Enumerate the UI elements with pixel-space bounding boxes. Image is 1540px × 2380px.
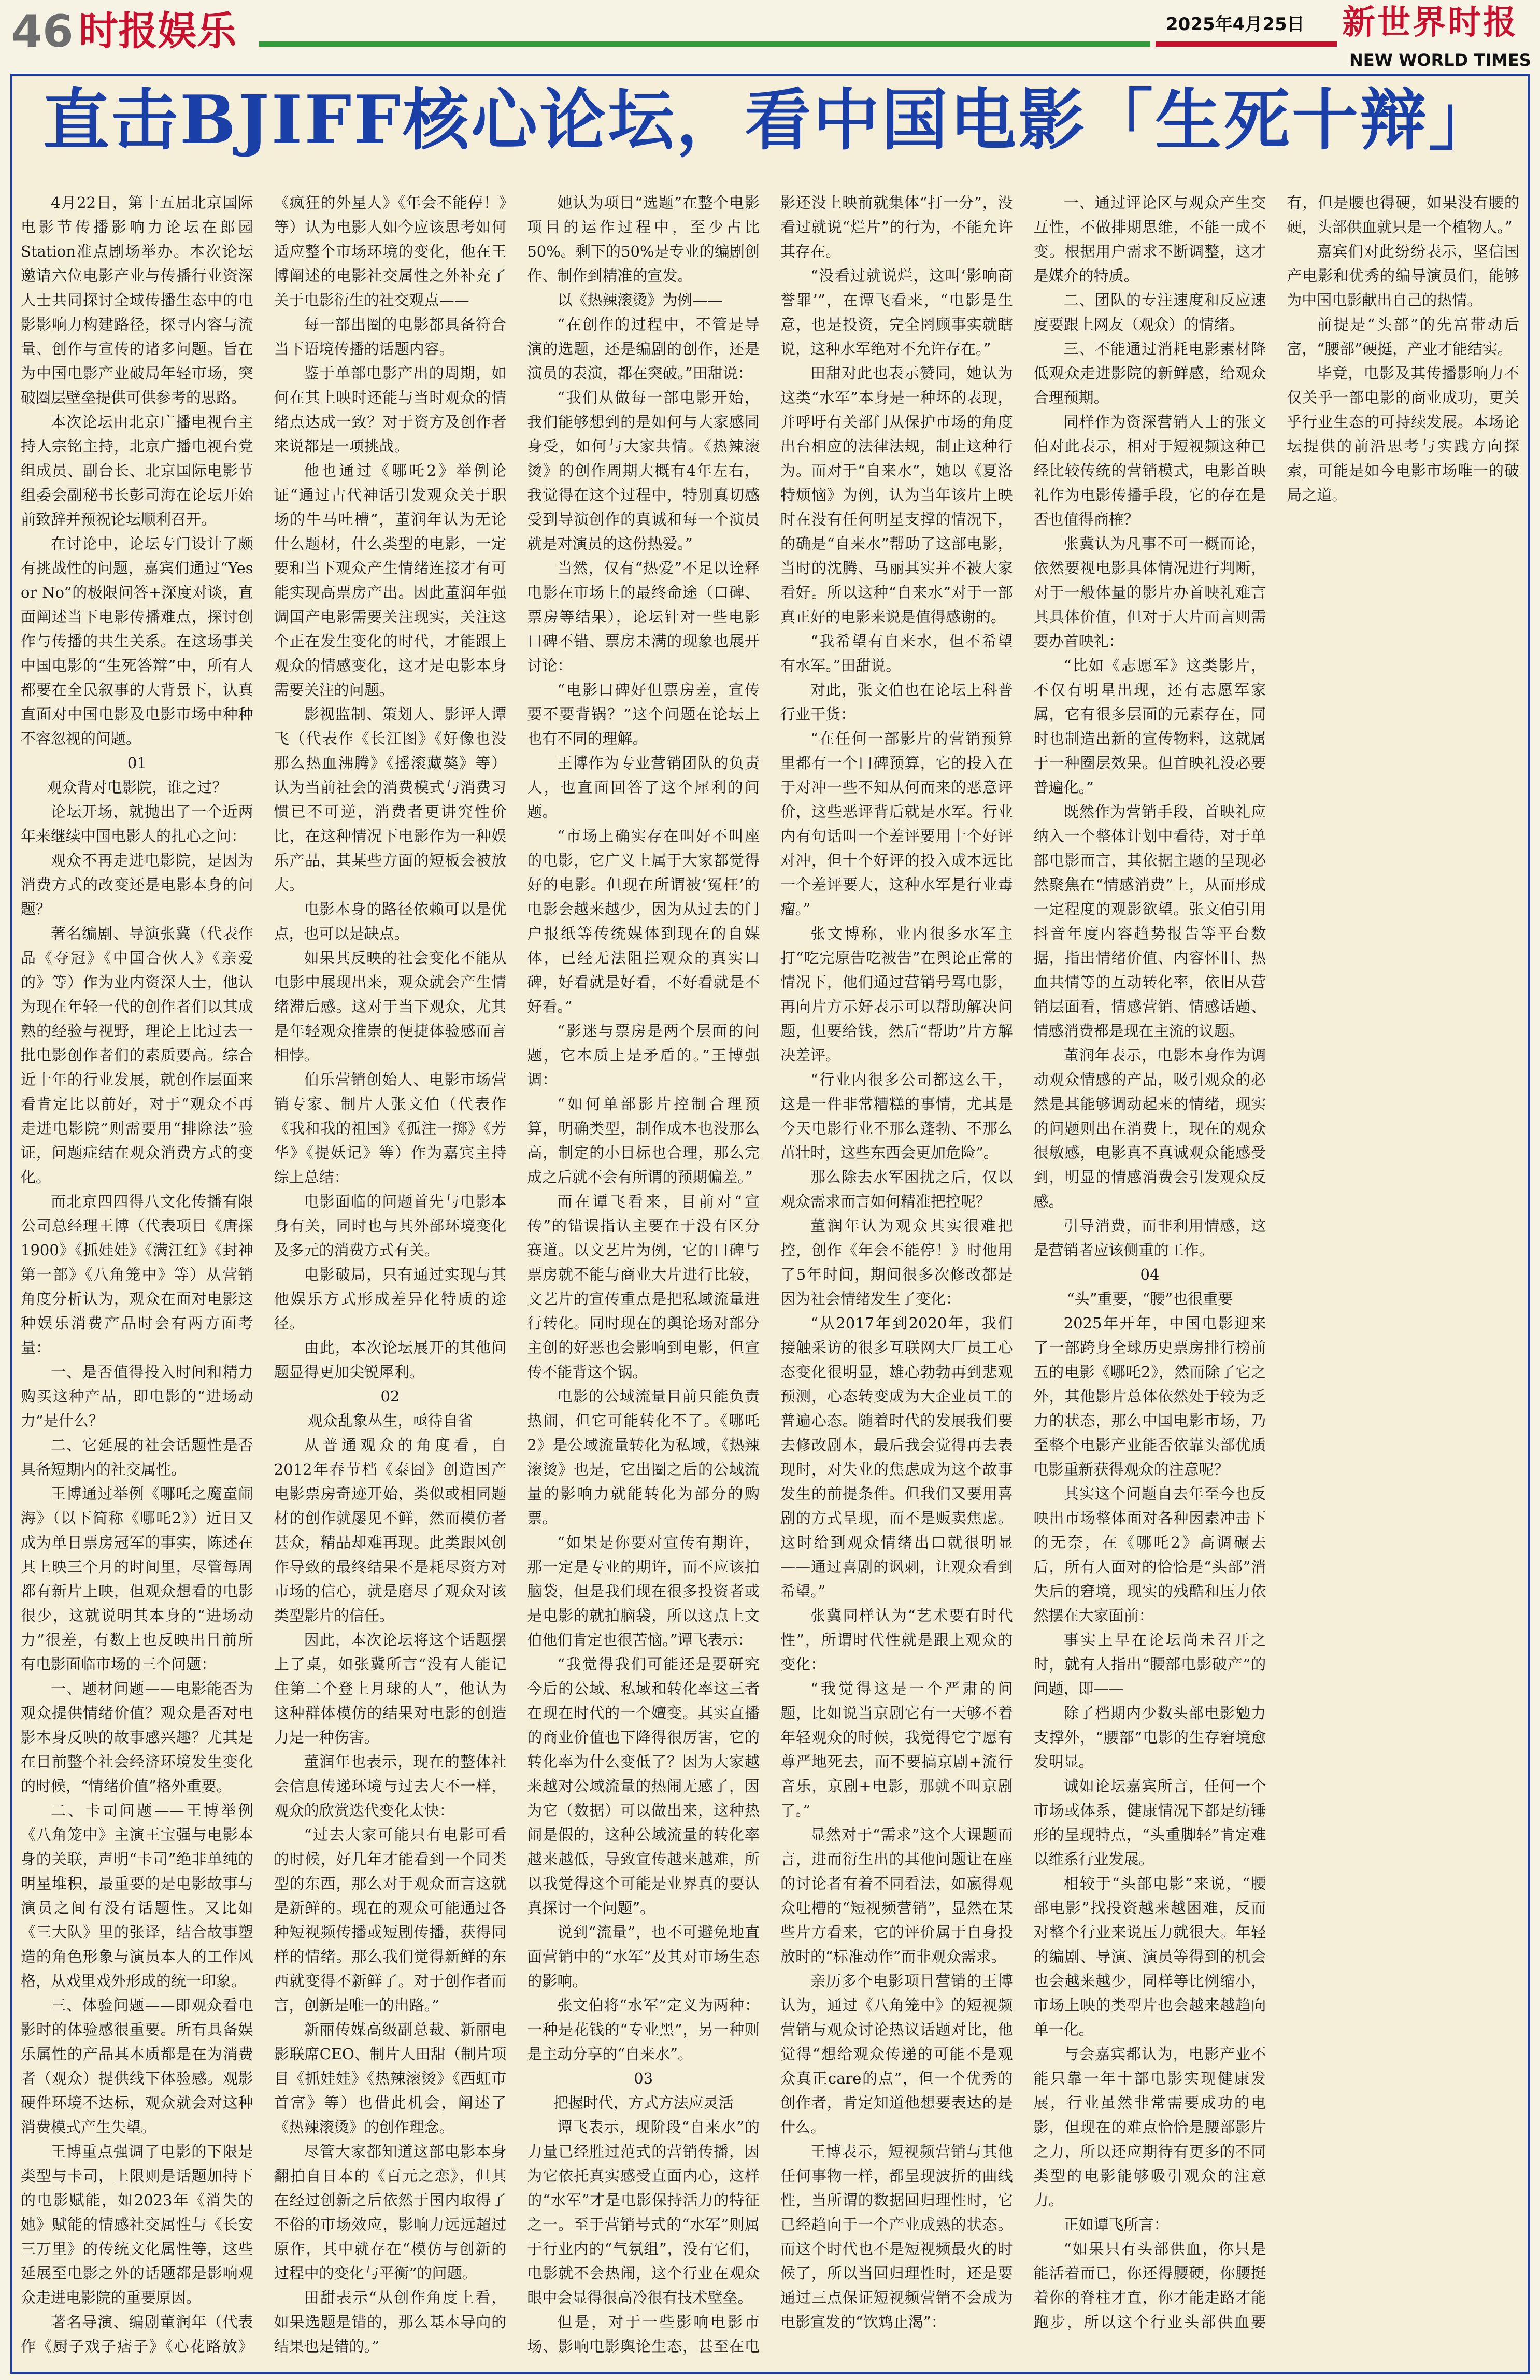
article-paragraph: 张冀同样认为“艺术要有时代性”，所谓时代性就是跟上观众的变化： (780, 1607, 1013, 1673)
section-heading: 观众背对电影院，谁之过？ (47, 778, 227, 796)
section-heading: “头”重要，“腰”也很重要 (1066, 1290, 1233, 1308)
article-paragraph: 同样作为资深营销人士的张文伯对此表示，相对于短视频这种已经比较传统的营销模式，电影首映礼作为电影传播手段，它的存在是否也值得商榷？ (1033, 413, 1266, 528)
article-paragraph: 著名编剧、导演张冀（代表作品《夺冠》《中国合伙人》《亲爱的》等）作为业内资深人士，他认为现在年轻一代的创作者们以其成熟的经验与视野，理论上比过去一批电影创作者们的素质要高。综合近十年的行业发展，就创作层面来看肯定比以前好，对于“观众不再走进电影院”则需要用“排除法”验证，问题症结在观众消费方式的变化。 (21, 925, 253, 1186)
article-paragraph: “如果只有头部供血，你只是能活着而已，你还得腰硬，你腰挺着你的脊柱才直，你才能走路才能跑步，所以这个行业头部供血要有，但是腰也得硬，如果没有腰的硬，头部供血就只是一个植物人。” (1033, 194, 1519, 2331)
article-title: 直击BJIFF核心论坛，看中国电影「生死十辩」 (42, 81, 1498, 159)
article-paragraph: 三、不能通过消耗电影素材降低观众走进影院的新鲜感，给观众合理预期。 (1033, 340, 1266, 406)
article-paragraph: “我觉得这是一个严肃的问题，比如说当京剧它有一天够不着年轻观众的时候，我觉得它宁愿有尊严地死去，而不要搞京剧+流行音乐，京剧+电影，那就不叫京剧了。” (780, 1680, 1013, 1819)
article-paragraph: 田甜对此也表示赞同，她认为这类“水军”本身是一种坏的表现，并呼吁有关部门从保护市场的角度出台相应的法律法规，制止这种行为。而对于“自来水”，她以《夏洛特烦恼》为例，认为当年该片上映时在没有任何明星支撑的情况下，的确是“自来水”帮助了这部电影，当时的沈腾、马丽其实并不被大家看好。所以这种“自来水”对于一部真正好的电影来说是值得感谢的。 (780, 364, 1013, 626)
article-paragraph: 一、是否值得投入时间和精力购买这种产品，即电影的“进场动力”是什么？ (21, 1363, 253, 1429)
paper-name-cn: 新世界时报 (1342, 3, 1518, 42)
article-paragraph: 每一部出圈的电影都具备符合当下语境传播的话题内容。 (274, 316, 507, 358)
article-paragraph: “没看过就说烂，这叫‘影响商誉罪’”，在谭飞看来，“电影是生意，也是投资，完全罔顾事实就瞎说，这种水军绝对不允许存在。” (780, 267, 1013, 358)
article-body (21, 191, 1519, 2365)
article-paragraph: 董润年也表示，现在的整体社会信息传递环境与过去大不一样，观众的欣赏迭代变化太快： (274, 1753, 507, 1819)
article-paragraph: 对此，张文伯也在论坛上科普行业干货： (780, 681, 1013, 723)
article-paragraph: 但是，对于一些影响电影市场、影响电影舆论生态，甚至在电影还没上映前就集体“打一分”，没看过就说“烂片”的行为，不能允许其存在。 (527, 194, 1013, 2355)
article-paragraph: “电影口碑好但票房差，宣传要不要背锅？”这个问题在论坛上也有不同的理解。 (527, 681, 760, 747)
article-paragraph: 王博作为专业营销团队的负责人，也直面回答了这个犀利的问题。 (527, 754, 760, 820)
article-paragraph: 王博重点强调了电影的下限是类型与卡司，上限则是话题加持下的电影赋能，如2023年《消失的她》赋能的情感社交属性与《长安三万里》的传统文化属性等，这些延展至电影之外的话题都是影响观众走进电影院的重要原因。 (21, 2143, 253, 2306)
article-paragraph: 二、团队的专注速度和反应速度要跟上网友（观众）的情绪。 (1033, 291, 1266, 333)
article-paragraph: “比如《志愿军》这类影片，不仅有明星出现，还有志愿军家属，它有很多层面的元素存在，同时也制造出新的宣传物料，这就属于一种圈层效果。但首映礼没必要普遍化。” (1033, 657, 1266, 796)
article-paragraph: 二、卡司问题——王博举例《八角笼中》主演王宝强与电影本身的关联，声明“卡司”绝非单纯的明星堆积，最重要的是电影故事与演员之间有没有话题性。又比如《三大队》里的张译，结合故事塑造的角色形象与演员本人的工作风格，从戏里戏外形成的统一印象。 (21, 1802, 253, 1990)
page-number: 46 (11, 6, 74, 58)
article-paragraph: 与会嘉宾都认为，电影产业不能只靠一年十部电影实现健康发展，行业虽然非常需要成功的电影，但现在的难点恰恰是腰部影片之力，所以还应期待有更多的不同类型的电影能够吸引观众的注意力。 (1033, 2045, 1266, 2209)
article-paragraph: 电影面临的问题首先与电影本身有关，同时也与其外部环境变化及多元的消费方式有关。 (274, 1193, 507, 1259)
article-paragraph: 新丽传媒高级副总裁、新丽电影联席CEO、制片人田甜（制片项目《抓娃娃》《热辣滚烫》《西虹市首富》等）也借此机会，阐述了《热辣滚烫》的创作理念。 (274, 2021, 507, 2136)
article-paragraph: 鉴于单部电影产出的周期，如何在其上映时还能与当时观众的情绪点达成一致？对于资方及创作者来说都是一项挑战。 (274, 364, 507, 455)
article-paragraph: 本次论坛由北京广播电视台主持人宗铭主持，北京广播电视台党组成员、副台长、北京国际电影节组委会副秘书长彭司海在论坛开始前致辞并预祝论坛顺利召开。 (21, 413, 253, 528)
article-paragraph: 亲历多个电影项目营销的王博认为，通过《八角笼中》的短视频营销与观众讨论热议话题对比，他觉得“想给观众传递的可能不是观众真正care的点”，但一个优秀的创作者，肯定知道他想要表达的是什么。 (780, 1972, 1013, 2136)
article-paragraph: 显然对于“需求”这个大课题而言，进而衍生出的其他问题让在座的讨论者有着不同看法，如嬴得观众吐槽的“短视频营销”，显然在某些片方看来，它的评价属于自身投放时的“标准动作”而非观众需求。 (780, 1826, 1013, 1965)
article-paragraph: 其实这个问题自去年至今也反映出市场整体面对各种因素冲击下的无奈，在《哪吒2》高调碾去后，所有人面对的恰恰是“头部”消失后的窘境，现实的残酷和压力依然摆在大家面前： (1033, 1485, 1266, 1624)
issue-date: 2025年4月25日 (1166, 14, 1305, 35)
article-paragraph: 那么除去水军困扰之后，仅以观众需求而言如何精准把控呢？ (780, 1168, 1013, 1210)
header-rule-green (259, 41, 1150, 47)
article-paragraph: 2025年开年，中国电影迎来了一部跨身全球历史票房排行榜前五的电影《哪吒2》，然而除了它之外，其他影片总体依然处于较为乏力的状态，那么中国电影市场，乃至整个电影产业能否依靠头部优质电影重新获得观众的注意呢？ (1033, 1314, 1266, 1478)
article-paragraph: 相较于“头部电影”来说，“腰部电影”找投资越来越困难，反而对整个行业来说压力就很大。年轻的编剧、导演、演员等得到的机会也会越来越少，同样等比例缩小，市场上映的类型片也会越来越趋向单一化。 (1033, 1875, 1266, 2038)
article-paragraph: “我希望有自来水，但不希望有水军。”田甜说。 (780, 632, 1013, 674)
article-paragraph: 说到“流量”，也不可避免地直面营销中的“水军”及其对市场生态的影响。 (527, 1923, 760, 1990)
article-paragraph: 前提是“头部”的先富带动后富，“腰部”硬挺，产业才能结实。 (1287, 316, 1519, 358)
article-paragraph: “在任何一部影片的营销预算里都有一个口碑预算，它的投入在于对冲一些不知从何而来的恶意评价，这些恶评背后就是水军。行业内有句话叫一个差评要用十个好评对冲，但十个好评的投入成本远比一个差评要大，这种水军是行业毒瘤。” (780, 730, 1013, 918)
section-number: 02 (380, 1387, 400, 1405)
article-paragraph: 4月22日，第十五届北京国际电影节传播影响力论坛在郎园Station准点剧场举办。本次论坛邀请六位电影产业与传播行业资深人士共同探讨全域传播生态中的电影影响力构建路径，探寻内容与流量、创作与宣传的诸多问题。旨在为中国电影产业破局年轻市场，突破圈层壁垒提供可供参考的思路。 (21, 194, 253, 406)
article-paragraph: 论坛开场，就抛出了一个近两年来继续中国电影人的扎心之问： (21, 803, 253, 845)
article-paragraph: 而北京四四得八文化传播有限公司总经理王博（代表项目《唐探1900》《抓娃娃》《满江红》《封神第一部》《八角笼中》等）从营销角度分析认为，观众在面对电影这种娱乐消费产品时会有两方面考量： (21, 1193, 253, 1356)
article-paragraph: 如果其反映的社会变化不能从电影中展现出来，观众就会产生情绪滞后感。这对于当下观众，尤其是年轻观众推崇的便捷体验感而言相悖。 (274, 949, 507, 1064)
article-paragraph: 董润年表示，电影本身作为调动观众情感的产品，吸引观众的必然是其能够调动起来的情绪，现实的问题则出在消费上，现在的观众很敏感，电影真不真诚观众能感受到，明显的情感消费会引发观众反感。 (1033, 1046, 1266, 1210)
article-paragraph: 张文博称，业内很多水军主打“吃完原告吃被告”在舆论正常的情况下，他们通过营销号骂电影，再向片方示好表示可以帮助解决问题，但要给钱，然后“帮助”片方解决差评。 (780, 925, 1013, 1064)
article-paragraph: “行业内很多公司都这么干，这是一件非常糟糕的事情，尤其是今天电影行业不那么蓬勃、不那么茁壮时，这些东西会更加危险”。 (780, 1071, 1013, 1161)
article-paragraph: 既然作为营销手段，首映礼应纳入一个整体计划中看待，对于单部电影而言，其依据主题的呈现必然聚焦在“情感消费”上，从而形成一定程度的观影欲望。张文伯引用抖音年度内容趋势报告等平台数据，指出情绪价值、内容怀旧、热血共情等的互动转化率，依旧从营销层面看，情感营销、情感话题、情感消费都是现在主流的议题。 (1033, 803, 1266, 1040)
article-paragraph: 张冀认为凡事不可一概而论，依然要视电影具体情况进行判断，对于一般体量的影片办首映礼难言其具体价值，但对于大片而言则需要办首映礼： (1033, 535, 1266, 650)
article-paragraph: “我们从做每一部电影开始，我们能够想到的是如何与大家感同身受，如何与大家共情。《热辣滚烫》的创作周期大概有4年左右，我觉得在这个过程中，特别真切感受到导演创作的真诚和每一个演员就是对演员的这份热爱。” (527, 389, 760, 552)
article-paragraph: “过去大家可能只有电影可看的时候，好几年才能看到一个同类型的东西，那么对于观众而言这就是新鲜的。现在的观众可能通过各种短视频传播或短剧传播，获得同样的情绪。那么我们觉得新鲜的东西就变得不新鲜了。对于创作者而言，创新是唯一的出路。” (274, 1826, 507, 2014)
article-paragraph: 观众不再走进电影院，是因为消费方式的改变还是电影本身的问题？ (21, 852, 253, 918)
section-name: 时报娱乐 (79, 8, 236, 54)
article-paragraph: 从普通观众的角度看，自2012年春节档《泰囧》创造国产电影票房奇迹开始，类似或相同题材的创作就屡见不鲜，然而模仿者甚众，精品却难再现。此类跟风创作导致的最终结果不是耗尽资方对市场的信心，就是磨尽了观众对该类型影片的信任。 (274, 1436, 507, 1624)
article-paragraph: 尽管大家都知道这部电影本身翻拍自日本的《百元之恋》，但其在经过创新之后依然于国内取得了不俗的市场效应，影响力远远超过原作，其中就存在“模仿与创新的过程中的变化与平衡”的问题。 (274, 2143, 507, 2282)
article-paragraph: 引导消费，而非利用情感，这是营销者应该侧重的工作。 (1033, 1217, 1266, 1259)
header-rule-red (1156, 41, 1337, 47)
article-paragraph: “市场上确实存在叫好不叫座的电影，它广义上属于大家都觉得好的电影。但现在所谓被‘冤枉’的电影会越来越少，因为从过去的门户报纸等传统媒体到现在的自媒体，已经无法阻拦观众的真实口碑，好看就是好看，不好看就是不好看。” (527, 827, 760, 1015)
article-paragraph: 谭飞表示，现阶段“自来水”的力量已经胜过范式的营销传播，因为它依托真实感受直面内心，这样的“水军”才是电影保持活力的特征之一。至于营销号式的“水军”则属于行业内的“气氛组”，没有它们，电影就不会热闹，这个行业在观众眼中会显得很高冷很有技术壁垒。 (527, 2118, 760, 2306)
article-paragraph: 她认为项目“选题”在整个电影项目的运作过程中，至少占比50%。剩下的50%是专业的编剧创作、制作到精准的宣发。 (527, 194, 760, 285)
article-paragraph: 除了档期内少数头部电影勉力支撑外，“腰部”电影的生存窘境愈发明显。 (1033, 1704, 1266, 1770)
article-paragraph: 毕竟，电影及其传播影响力不仅关乎一部电影的商业成功，更关乎行业生态的可持续发展。本场论坛提供的前沿思考与实践方向探索，可能是如今电影市场唯一的破局之道。 (1287, 364, 1519, 504)
article-paragraph: 张文伯将“水军”定义为两种：一种是花钱的“专业黑”，另一种则是主动分享的“自来水”。 (527, 1996, 760, 2063)
section-number: 01 (127, 754, 147, 772)
article-paragraph: 影视监制、策划人、影评人谭飞（代表作《长江图》《好像也没那么热血沸腾》《摇滚藏獒》等）认为当前社会的消费模式与消费习惯已不可逆，消费者更讲究性价比，在这种情况下电影作为一种娱乐产品，其某些方面的短板会被放大。 (274, 705, 507, 894)
article-paragraph: 董润年认为观众其实很难把控，创作《年会不能停！》时他用了5年时间，期间很多次修改都是因为社会情绪发生了变化： (780, 1217, 1013, 1308)
article-paragraph: 王博表示，短视频营销与其他任何事物一样，都呈现波折的曲线性，当所谓的数据回归理性时，它已经趋向于一个产业成熟的状态。而这个时代也不是短视频最火的时候了，所以当回归理性时，还是要通过三点保证短视频营销不会成为电影宣发的“饮鸩止渴”： (780, 2143, 1013, 2331)
article-paragraph: 田甜表示“从创作角度上看，如果选题是错的，那么基本导向的结果也是错的。” (274, 2289, 507, 2355)
article-paragraph: “在创作的过程中，不管是导演的选题，还是编剧的创作，还是演员的表演，都在突破。”田甜说： (527, 316, 760, 382)
article-paragraph: 事实上早在论坛尚未召开之时，就有人指出“腰部电影破产”的问题，即—— (1033, 1631, 1266, 1697)
article-paragraph: 当然，仅有“热爱”不足以诠释电影在市场上的最终命途（口碑、票房等结果），论坛针对一些电影口碑不错、票房未满的现象也展开讨论： (527, 559, 760, 674)
article-paragraph: “影迷与票房是两个层面的问题，它本质上是矛盾的。”王博强调： (527, 1022, 760, 1088)
article-paragraph: 一、通过评论区与观众产生交互性，不做排期思维，不能一成不变。根据用户需求不断调整，这才是媒介的特质。 (1033, 194, 1266, 285)
section-heading: 把握时代，方式方法应灵活 (553, 2094, 734, 2112)
article-paragraph: 三、体验问题——即观众看电影时的体验感很重要。所有具备娱乐属性的产品其本质都是在为消费者（观众）提供线下体验感。观影硬件环境不达标，观众就会对这种消费模式产生失望。 (21, 1996, 253, 2136)
article-paragraph: 以《热辣滚烫》为例—— (557, 291, 723, 309)
article-paragraph: 王博通过举例《哪吒之魔童闹海》（以下简称《哪吒2》）近日又成为单日票房冠军的事实，陈述在其上映三个月的时间里，尽管每周都有新片上映，但观众想看的电影很少，这就说明其本身的“进场动力”很差，有数上也反映出目前所有电影面临市场的三个问题： (21, 1485, 253, 1673)
article-paragraph: 他也通过《哪吒2》举例论证“通过古代神话引发观众关于职场的牛马吐槽”，董润年认为无论什么题材，什么类型的电影，一定要和当下观众产生情绪连接才有可能实现高票房产出。因此董润年强调国产电影需要关注现实，关注这个正在发生变化的时代，才能跟上观众的情感变化，这才是电影本身需要关注的问题。 (274, 462, 507, 699)
article-paragraph: 因此，本次论坛将这个话题摆上了桌，如张冀所言“没有人能记住第二个登上月球的人”，他认为这种群体模仿的结果对电影的创造力是一种伤害。 (274, 1631, 507, 1746)
article-paragraph: 一、题材问题——电影能否为观众提供情绪价值？观众是否对电影本身反映的故事感兴趣？尤其是在目前整个社会经济环境发生变化的时候，“情绪价值”格外重要。 (21, 1680, 253, 1795)
paper-name-en: NEW WORLD TIMES (1349, 50, 1531, 70)
article-paragraph: “如果是你要对宣传有期许，那一定是专业的期许，而不应该拍脑袋，但是我们现在很多投资者或是电影的就拍脑袋，所以这点上文伯他们肯定也很苦恼。”谭飞表示： (527, 1534, 760, 1649)
article-paragraph: 在讨论中，论坛专门设计了颇有挑战性的问题，嘉宾们通过“Yes or No”的极限问答+深度对谈，直面阐述当下电影传播难点，探讨创作与传播的共生关系。在这场事关中国电影的“生死答辩”中，所有人都要在全民叙事的大背景下，认真直面对中国电影及电影市场中种种不容忽视的问题。 (21, 535, 253, 747)
section-heading: 观众乱象丛生，亟待自省 (307, 1412, 473, 1429)
article-paragraph: “从2017年到2020年，我们接触采访的很多互联网大厂员工心态变化很明显，雄心勃勃再到悲观预测，心态转变成为大企业员工的普遍心态。随着时代的发展我们要去修改剧本，最后我会觉得再去表现时，对失业的焦虑成为这个故事发生的前提条件。但我们又要用喜剧的方式呈现，而不是贩卖焦虑。这时给到观众情绪出口就很明显——通过喜剧的讽刺，让观众看到希望。” (780, 1314, 1013, 1600)
article-paragraph: 著名导演、编剧董润年（代表作《厨子戏子痞子》《心花路放》《疯狂的外星人》《年会不能停！》等）认为电影人如今应该思考如何适应整个市场环境的变化，他在王博阐述的电影社交属性之外补充了关于电影衍生的社交观点—— (21, 194, 507, 2355)
masthead (0, 0, 1540, 70)
article-paragraph: 正如谭飞所言： (1063, 2216, 1169, 2233)
article-paragraph: 嘉宾们对此纷纷表示，坚信国产电影和优秀的编导演员们，能够为中国电影献出自己的热情。 (1287, 243, 1519, 309)
article-paragraph: 伯乐营销创始人、电影市场营销专家、制片人张文伯（代表作《我和我的祖国》《孤注一掷》《芳华》《提妖记》等）作为嘉宾主持综上总结： (274, 1071, 507, 1186)
article-paragraph: 二、它延展的社会话题性是否具备短期内的社交属性。 (21, 1436, 253, 1478)
article-paragraph: 电影的公域流量目前只能负责热闹，但它可能转化不了。《哪吒2》是公域流量转化为私域，《热辣滚烫》也是，它出圈之后的公域流量的影响力就能转化为部分的购票。 (527, 1387, 760, 1527)
article-paragraph: 电影破局，只有通过实现与其他娱乐方式形成差异化特质的途径。 (274, 1266, 507, 1332)
section-number: 04 (1140, 1266, 1160, 1283)
article-paragraph: “如何单部影片控制合理预算，明确类型，制作成本也没那么高，制定的小目标也合理，那么完成之后就不会有所谓的预期偏差。” (527, 1095, 760, 1186)
article-paragraph: 诚如论坛嘉宾所言，任何一个市场或体系，健康情况下都是纺锤形的呈现特点，“头重脚轻”肯定难以维系行业发展。 (1033, 1777, 1266, 1868)
section-number: 03 (634, 2070, 653, 2087)
article-paragraph: 电影本身的路径依赖可以是优点，也可以是缺点。 (274, 900, 507, 942)
article-paragraph: “我觉得我们可能还是要研究今后的公域、私域和转化率这三者在现在时代的一个嬗变。其实直播的商业价值也下降得很厉害，它的转化率为什么变低了？因为大家越来越对公域流量的热闹无感了，因为它（数据）可以做出来，这种热闹是假的，这种公域流量的转化率越来越低，导致宣传越来越难，所以我觉得这个可能是业界真的要认真探讨一个问题”。 (527, 1655, 760, 1917)
article-paragraph: 由此，本次论坛展开的其他问题显得更加尖锐犀利。 (274, 1339, 507, 1381)
article-paragraph: 而在谭飞看来，目前对“宣传”的错误指认主要在于没有区分赛道。以文艺片为例，它的口碑与票房就不能与商业大片进行比较，文艺片的宣传重点是把私域流量进行转化。同时现在的舆论场对部分主创的好恶也会影响到电影，但宣传不能背这个锅。 (527, 1193, 760, 1381)
